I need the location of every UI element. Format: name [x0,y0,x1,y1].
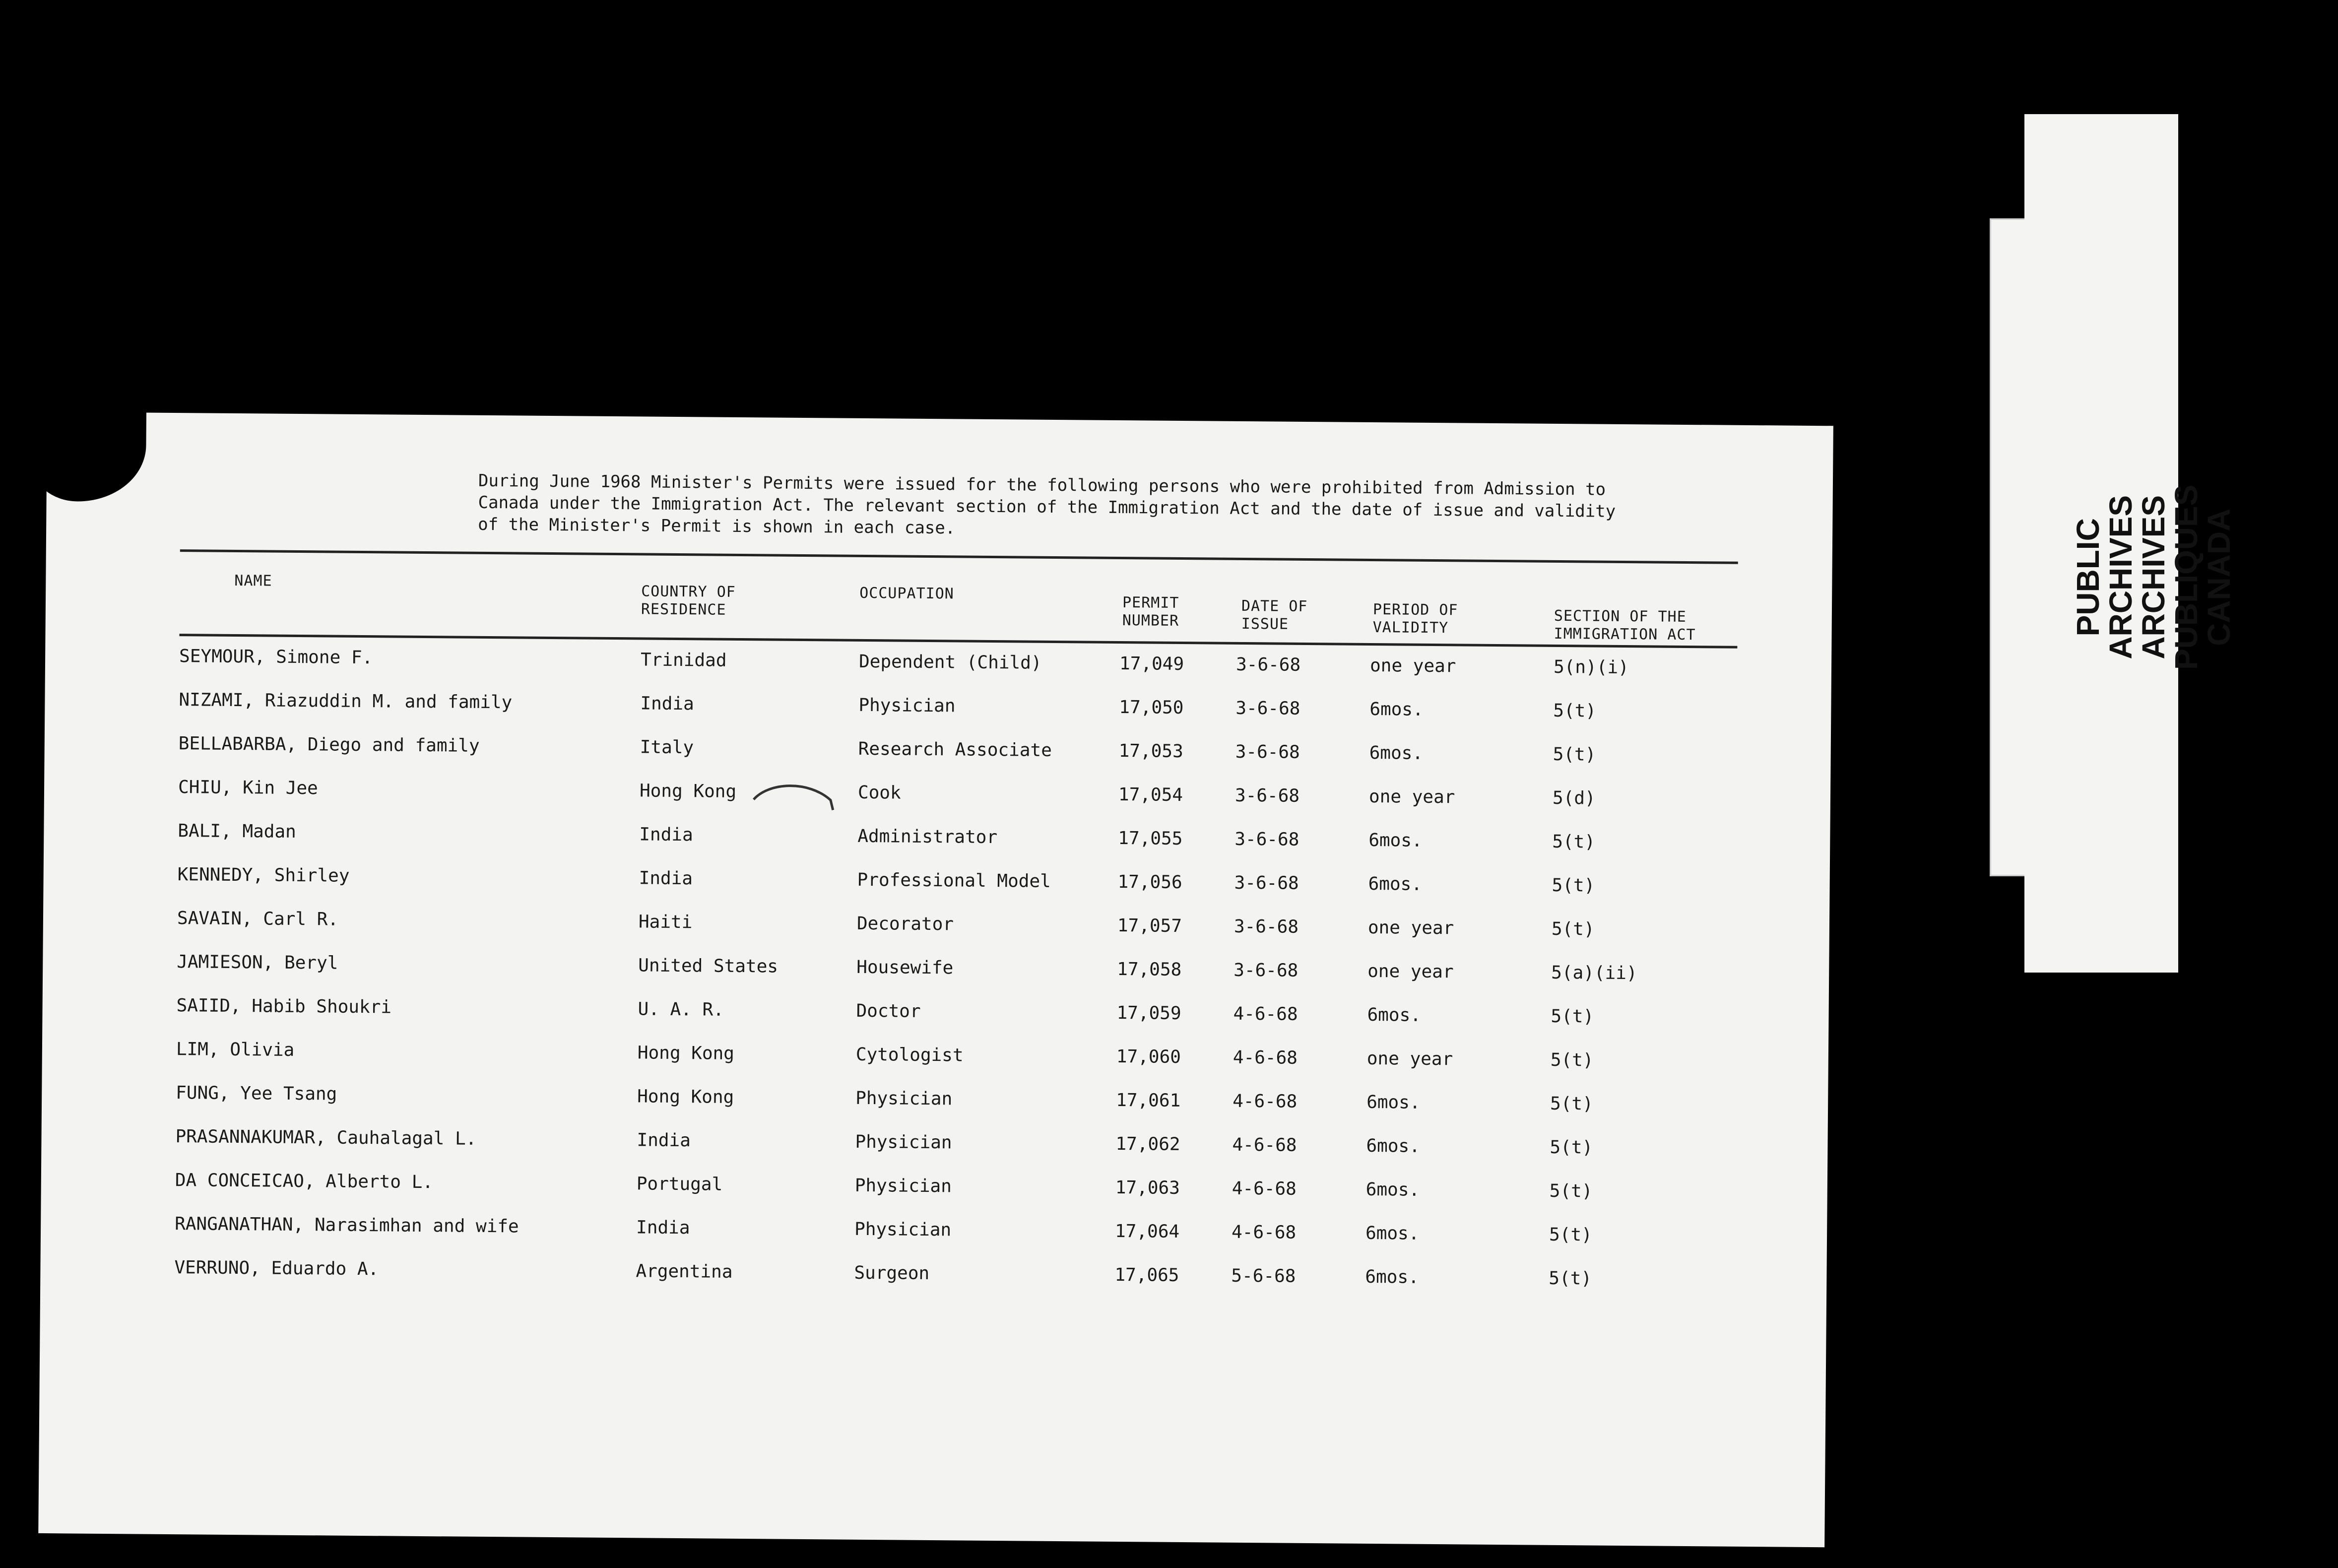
cell-name: SAIID, Habib Shoukri [176,995,392,1018]
cell-occupation: Physician [855,1088,953,1110]
cell-period: 6mos. [1365,1179,1420,1200]
cell-occupation: Research Associate [858,738,1052,761]
cell-name: DA CONCEICAO, Alberto L. [175,1170,434,1193]
cell-name: KENNEDY, Shirley [177,864,350,886]
cell-date: 4-6-68 [1232,1178,1297,1199]
cell-country: India [639,824,693,846]
cell-occupation: Physician [854,1219,952,1241]
cell-period: one year [1367,961,1454,982]
cell-period: one year [1366,1048,1453,1070]
cell-date: 4-6-68 [1231,1222,1297,1243]
cell-period: 6mos. [1365,1223,1420,1244]
cell-name: FUNG, Yee Tsang [176,1083,337,1105]
cell-permit: 17,063 [1115,1177,1180,1198]
cell-section: 5(t) [1551,1006,1594,1027]
cell-section: 5(n)(i) [1553,656,1629,678]
cell-country: India [637,1130,691,1151]
cell-country: Hong Kong [639,781,737,802]
punch-hole [32,407,146,502]
cell-permit: 17,055 [1118,828,1183,849]
cell-section: 5(d) [1552,787,1596,809]
cell-permit: 17,050 [1119,697,1184,719]
cell-permit: 17,064 [1114,1221,1180,1242]
cell-permit: 17,062 [1115,1133,1180,1155]
archive-stamp-text: PUBLIC ARCHIVES ARCHIVES PUBLIQUES CANADA [2070,484,2237,670]
cell-name: VERRUNO, Eduardo A. [174,1257,379,1280]
cell-country: Haiti [638,912,693,933]
cell-permit: 17,061 [1116,1090,1181,1111]
cell-date: 3-6-68 [1234,872,1299,894]
cell-date: 3-6-68 [1234,829,1299,850]
cell-period: 6mos. [1365,1266,1419,1288]
cell-period: one year [1367,917,1454,939]
cell-occupation: Cytologist [855,1044,964,1066]
cell-date: 4-6-68 [1232,1134,1297,1156]
cell-permit: 17,065 [1114,1264,1179,1286]
cell-name: PRASANNAKUMAR, Cauhalagal L. [175,1126,477,1149]
cell-section: 5(t) [1549,1224,1592,1245]
cell-occupation: Professional Model [857,869,1051,892]
cell-name: BALI, Madan [178,821,296,842]
cell-country: India [640,693,694,715]
cell-occupation: Surgeon [854,1262,930,1284]
cell-name: SAVAIN, Carl R. [177,908,339,930]
cell-occupation: Doctor [856,1000,921,1022]
cell-date: 4-6-68 [1233,1091,1298,1112]
cell-period: 6mos. [1367,1004,1422,1026]
cell-period: 6mos. [1368,830,1423,851]
cell-permit: 17,056 [1117,871,1182,893]
cell-country: Hong Kong [637,1043,735,1064]
header-occupation: OCCUPATION [859,584,954,603]
cell-date: 5-6-68 [1231,1265,1296,1287]
cell-section: 5(t) [1553,700,1597,721]
cell-occupation: Cook [857,782,901,803]
cell-occupation: Dependent (Child) [858,651,1042,673]
permit-table [174,646,1817,1314]
cell-name: SEYMOUR, Simone F. [179,646,373,668]
cell-section: 5(t) [1549,1180,1593,1202]
cell-period: 6mos. [1366,1092,1421,1113]
cell-country: Argentina [636,1261,733,1282]
header-rule-bottom [179,634,1737,649]
cell-occupation: Housewife [856,957,954,979]
document-sheet [38,412,1833,1547]
cell-section: 5(t) [1549,1268,1592,1289]
cell-name: NIZAMI, Riazuddin M. and family [179,690,513,713]
cell-country: Portugal [636,1174,723,1195]
archive-stamp-card [2024,114,2237,973]
cell-section: 5(t) [1550,1137,1593,1158]
cell-name: BELLABARBA, Diego and family [178,733,480,756]
cell-country: Hong Kong [637,1086,734,1108]
cell-section: 5(t) [1550,1049,1594,1071]
header-period: PERIOD OF VALIDITY [1372,600,1458,637]
cell-period: one year [1368,786,1455,808]
cell-date: 4-6-68 [1233,1003,1298,1025]
cell-country: Trinidad [640,650,727,671]
header-country: COUNTRY OF RESIDENCE [641,583,736,619]
cell-country: India [636,1217,690,1239]
cell-permit: 17,058 [1117,959,1182,980]
cell-permit: 17,049 [1119,653,1184,675]
cell-date: 3-6-68 [1234,916,1299,937]
header-name: NAME [234,572,272,590]
cell-period: 6mos. [1369,742,1424,764]
cell-period: 6mos. [1366,1135,1420,1157]
cell-section: 5(t) [1553,744,1596,765]
cell-permit: 17,060 [1116,1046,1181,1067]
cell-period: 6mos. [1368,873,1423,895]
intro-paragraph: During June 1968 Minister's Permits were issued for the following persons who were prohibited from Admission to Canada under the Immigration Act. The relevant section of the Immigration Act and the date of issue and validity of the Minister's Permit is shown in each case. [478,470,1616,538]
cell-permit: 17,054 [1118,784,1183,806]
cell-occupation: Decorator [856,913,954,935]
cell-name: CHIU, Kin Jee [178,777,318,799]
cell-section: 5(t) [1552,831,1596,852]
cell-section: 5(t) [1552,875,1595,896]
cell-section: 5(t) [1551,918,1595,940]
cell-name: JAMIESON, Beryl [177,952,338,974]
cell-occupation: Administrator [857,826,998,848]
pencil-scribble [749,780,839,820]
cell-period: one year [1369,655,1456,677]
cell-section: 5(t) [1550,1093,1594,1114]
cell-permit: 17,057 [1117,915,1182,936]
cell-country: Italy [640,737,694,758]
header-rule-top [180,549,1738,564]
cell-country: United States [638,955,779,977]
cell-date: 3-6-68 [1234,960,1299,981]
cell-country: India [639,868,693,889]
cell-period: 6mos. [1369,699,1424,720]
cell-section: 5(a)(ii) [1551,962,1637,984]
cell-date: 3-6-68 [1234,785,1300,806]
cell-name: RANGANATHAN, Narasimhan and wife [174,1214,519,1237]
cell-occupation: Physician [858,695,956,717]
cell-permit: 17,059 [1116,1002,1181,1024]
header-date: DATE OF ISSUE [1241,597,1308,633]
cell-date: 4-6-68 [1233,1047,1298,1068]
cell-country: U. A. R. [638,999,724,1020]
header-section: SECTION OF THE IMMIGRATION ACT [1554,607,1696,644]
cell-occupation: Physician [854,1175,952,1197]
cell-date: 3-6-68 [1235,741,1300,763]
cell-permit: 17,053 [1118,740,1183,762]
cell-name: LIM, Olivia [176,1039,295,1060]
cell-occupation: Physician [855,1131,952,1153]
cell-date: 3-6-68 [1235,654,1301,675]
header-permit: PERMIT NUMBER [1122,594,1179,630]
cell-date: 3-6-68 [1235,698,1300,719]
